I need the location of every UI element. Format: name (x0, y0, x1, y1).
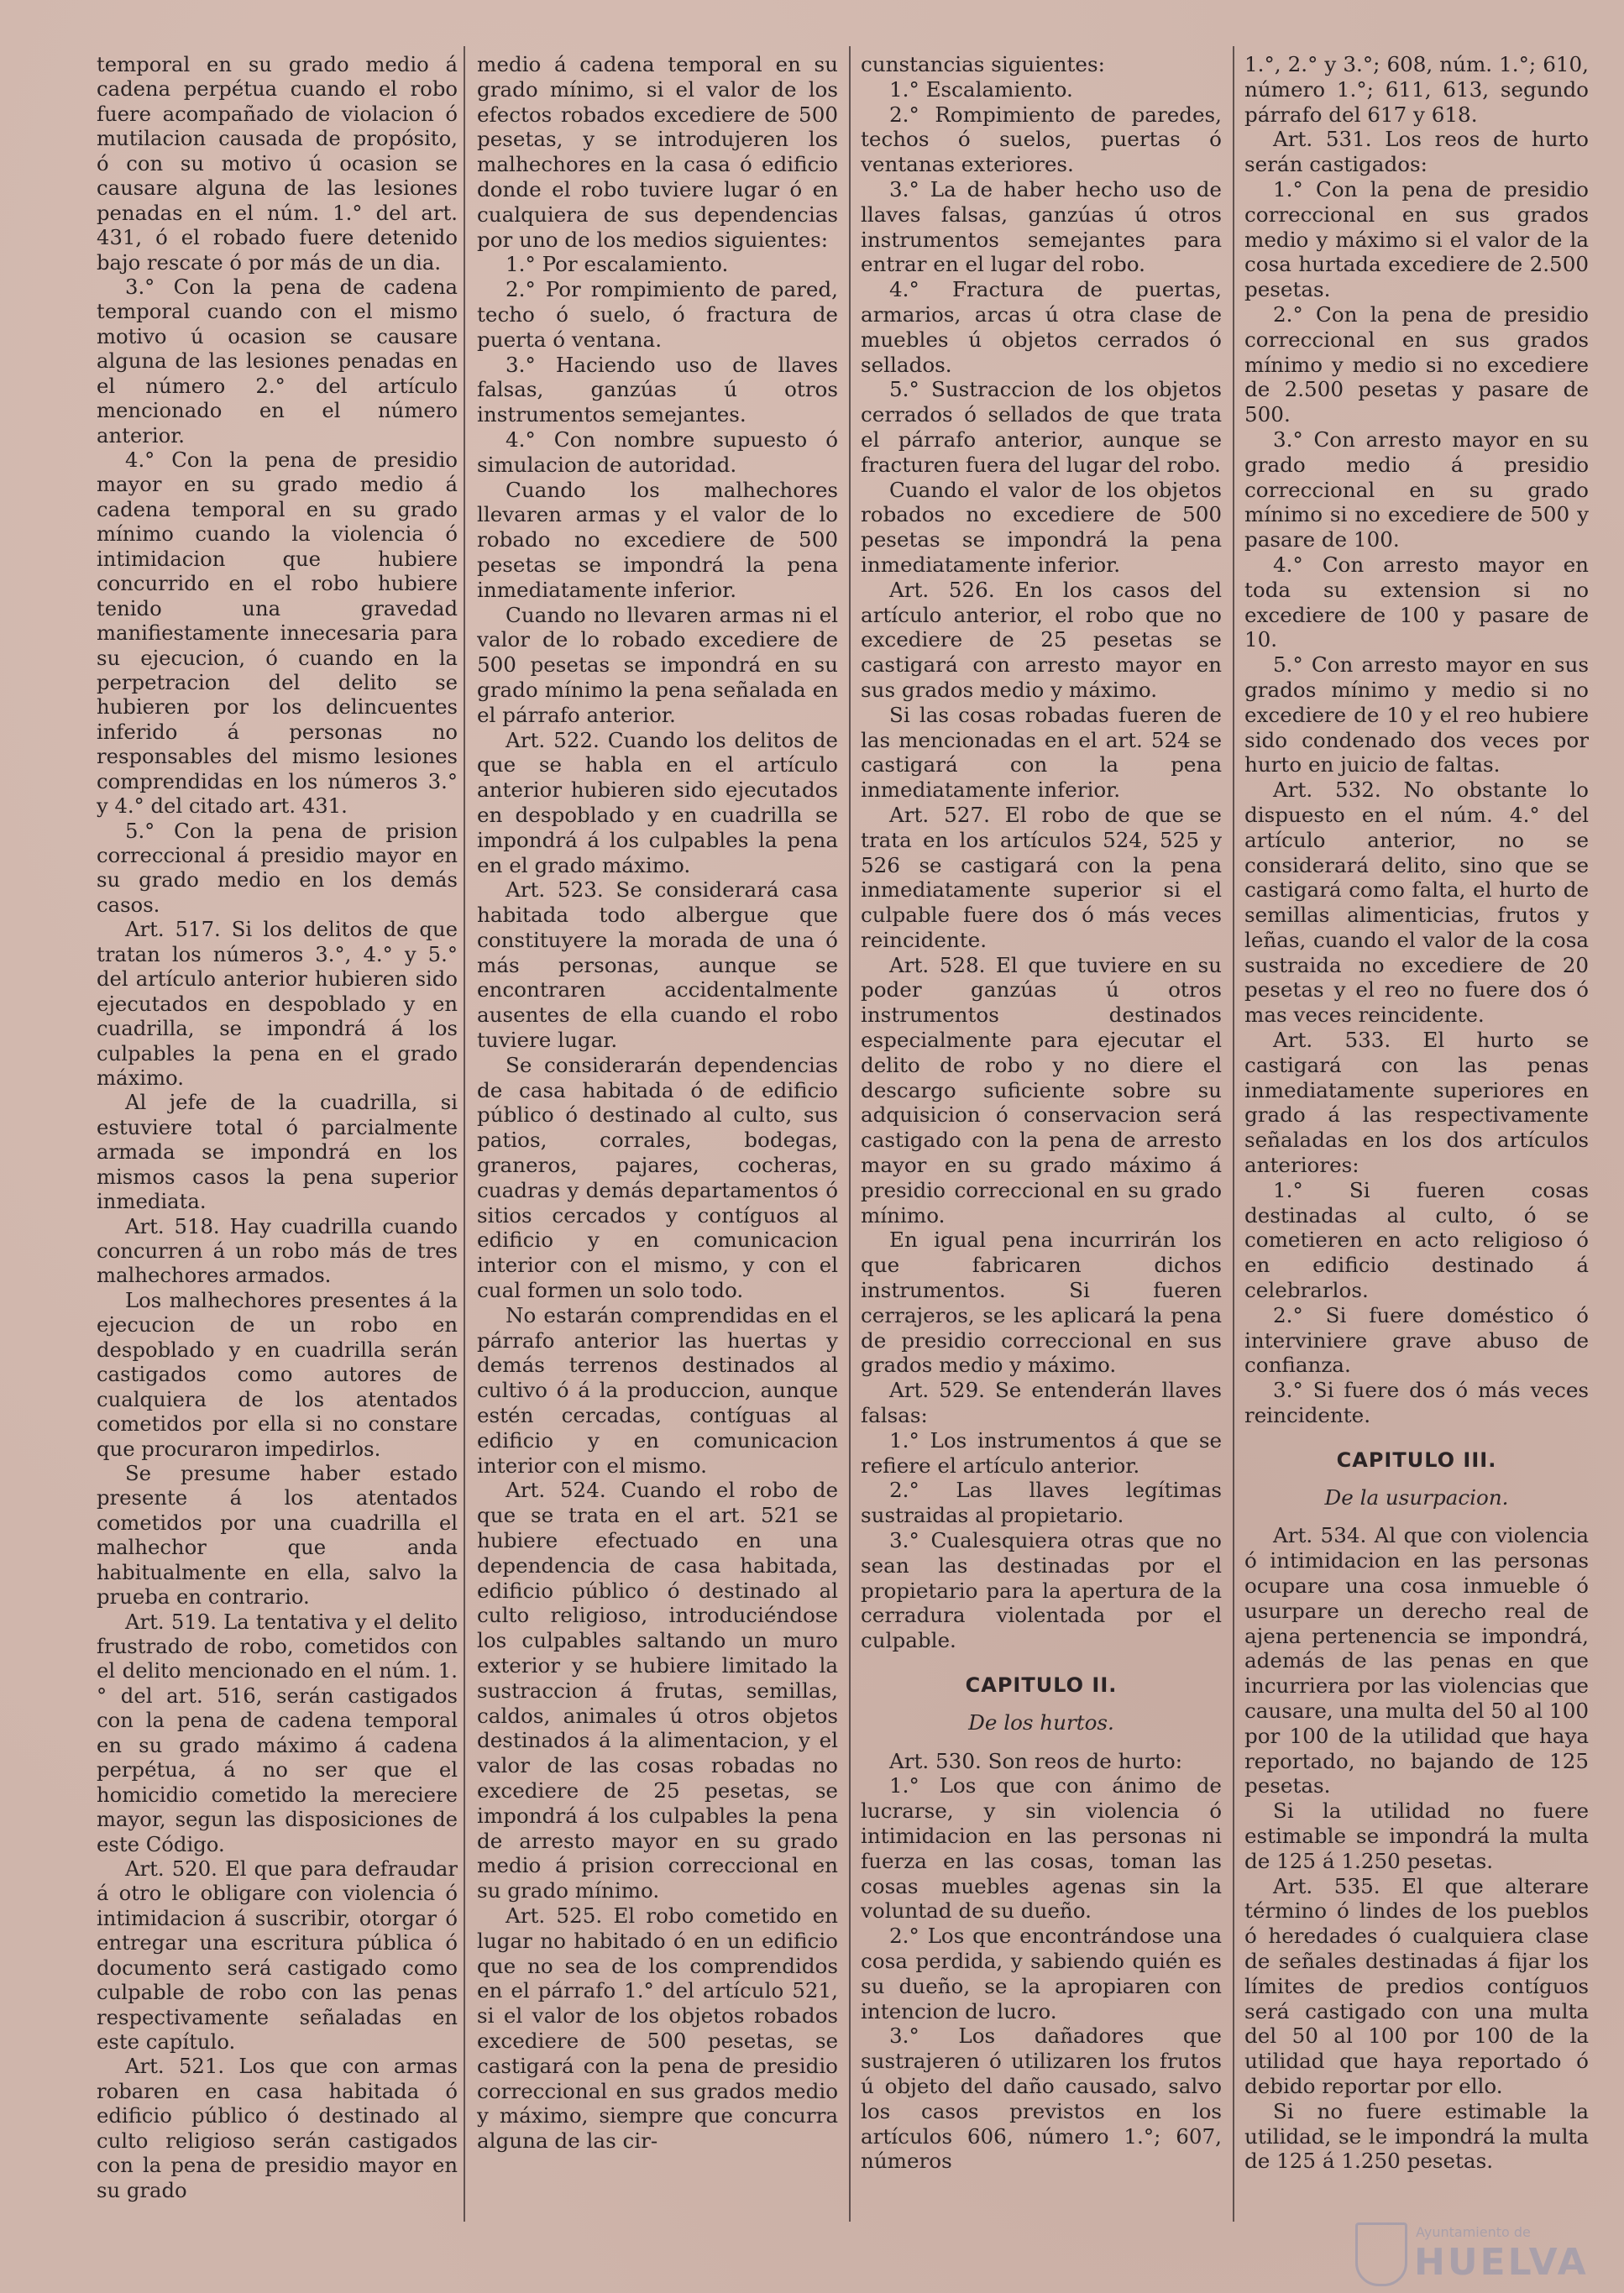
paragraph: Art. 521. Los que con armas robaren en casa habitada ó edificio público ó destinado al culto religioso serán castigados con la pena de presidio mayor en su grado (97, 2054, 458, 2202)
paragraph: medio á cadena temporal en su grado mínimo, si el valor de los efectos robados excediere de 500 pesetas, y se introdujeren los malhechores en la casa ó edificio donde el robo tuviere lugar ó en cualquiera de sus dependencias por uno de los medios siguientes: (477, 52, 838, 252)
paragraph: 3.° Con la pena de cadena temporal cuando con el mismo motivo ú ocasion se causare alguna de las lesiones penadas en el número 2.° del artículo mencionado en el número anterior. (97, 274, 458, 448)
paragraph: 2.° Por rompimiento de pared, techo ó suelo, ó fractura de puerta ó ventana. (477, 277, 838, 352)
paragraph: 3.° Con arresto mayor en su grado medio á presidio correccional en su grado mínimo si no excediere de 500 y pasare de 100. (1244, 427, 1589, 552)
paragraph: 5.° Sustraccion de los objetos cerrados ó sellados de que trata el párrafo anterior, aunque se fracturen fuera del lugar del robo. (861, 377, 1222, 477)
paragraph: 3.° Los dañadores que sustrajeren ó utilizaren los frutos ú objeto del daño causado, salvo los casos previstos en los artículos 606, número 1.°; 607, números (861, 2023, 1222, 2174)
column-rule (849, 46, 851, 2222)
paragraph: 1.°, 2.° y 3.°; 608, núm. 1.°; 610, número 1.°; 611, 613, segundo párrafo del 617 y 618. (1244, 52, 1589, 127)
paragraph: Art. 529. Se entenderán llaves falsas: (861, 1378, 1222, 1428)
paragraph: 2.° Los que encontrándose una cosa perdida, y sabiendo quién es su dueño, se la apropiaren con intencion de lucro. (861, 1924, 1222, 2023)
paragraph: Art. 535. El que alterare término ó lindes de los pueblos ó heredades ó cualquiera clase de señales destinadas á fijar los límites de predios contíguos será castigado con una multa del 50 al 100 por 100 de la utilidad que haya reportado ó debido reportar por ello. (1244, 1873, 1589, 2098)
paragraph: Art. 526. En los casos del artículo anterior, el robo que no excediere de 25 pesetas se castigará con arresto mayor en sus grados medio y máximo. (861, 577, 1222, 702)
paragraph: Si no fuere estimable la utilidad, se le impondrá la multa de 125 á 1.250 pesetas. (1244, 2098, 1589, 2174)
paragraph: cunstancias siguientes: (861, 52, 1105, 76)
watermark-line1: Ayuntamiento de (1416, 2224, 1531, 2240)
paragraph: 4.° Con la pena de presidio mayor en su grado medio á cadena temporal en su grado mínimo cuando la violencia ó intimidacion que hubiere concurrido en el robo hubiere tenido una gravedad manifiestamente innecesaria para su ejecucion, ó cuando en la perpetracion del delito se hubieren por los delincuentes inferido á personas no responsables del mismo lesiones comprendidas en los números 3.° y 4.° del citado art. 431. (97, 448, 458, 819)
paragraph: Art. 520. El que para defraudar á otro le obligare con violencia ó intimidacion á suscribir, otorgar ó entregar una escritura pública ó documento será castigado como culpable de robo con las penas respectivamente señaladas en este capítulo. (97, 1856, 458, 2054)
paragraph: 1.° Escalamiento. (889, 76, 1073, 102)
paragraph: temporal en su grado medio á cadena perpétua cuando el robo fuere acompañado de violacion ó mutilacion causada de propósito, ó con su motivo ú ocasion se causare alguna de las lesiones penadas en el núm. 1.° del art. 431, ó el robado fuere detenido bajo rescate ó por más de un dia. (97, 52, 458, 275)
paragraph: Art. 528. El que tuviere en su poder ganzúas ú otros instrumentos destinados especialmente para ejecutar el delito de robo y no diere el descargo suficiente sobre su adquisicion ó conservacion será castigado con la pena de arresto mayor en su grado máximo á presidio correccional en su grado mínimo. (861, 952, 1222, 1228)
text-column-2 (477, 52, 838, 2227)
paragraph: Si la utilidad no fuere estimable se impondrá la multa de 125 á 1.250 pesetas. (1244, 1798, 1589, 1873)
paragraph: Art. 522. Cuando los delitos de que se habla en el artículo anterior hubieren sido ejecutados en despoblado y en cuadrilla se impondrá á los culpables la pena en el grado máximo. (477, 727, 838, 877)
paragraph: 2.° Si fuere doméstico ó interviniere grave abuso de confianza. (1244, 1302, 1589, 1378)
paragraph: 5.° Con la pena de prision correccional á presidio mayor en su grado medio en los demás casos. (97, 818, 458, 917)
paragraph: Al jefe de la cuadrilla, si estuviere total ó parcialmente armada se impondrá en los mismos casos la pena superior inmediata. (97, 1090, 458, 1214)
paragraph: Art. 517. Si los delitos de que tratan los números 3.°, 4.° y 5.° del artículo anterior hubieren sido ejecutados en despoblado y en cuadrilla, se impondrá á los culpables la pena en el grado máximo. (97, 917, 458, 1090)
paragraph: Art. 523. Se considerará casa habitada todo albergue que constituyere la morada de una ó más personas, aunque se encontraren accidentalmente ausentes de ella cuando el robo tuviere lugar. (477, 877, 838, 1053)
paragraph: 1.° Si fueren cosas destinadas al culto, ó se cometieren en acto religioso ó en edificio destinado á celebrarlos. (1244, 1177, 1589, 1303)
paragraph: Art. 532. No obstante lo dispuesto en el núm. 4.° del artículo anterior, no se considerará delito, sino que se castigará como falta, el hurto de semillas alimenticias, frutos y leñas, cuando el valor de la cosa sustraida no excediere de 20 pesetas y el reo no fuere dos ó mas veces reincidente. (1244, 777, 1589, 1028)
paragraph: Art. 530. Son reos de hurto: (889, 1748, 1183, 1773)
paragraph: 2.° Las llaves legítimas sustraidas al propietario. (861, 1478, 1222, 1528)
paragraph: 3.° Cualesquiera otras que no sean las destinadas por el propietario para la apertura de la cerradura violentada por el culpable. (861, 1528, 1222, 1653)
city-crest-icon (1355, 2222, 1407, 2286)
paragraph: Art. 524. Cuando el robo de que se trata en el art. 521 se hubiere efectuado en una dependencia de casa habitada, edificio público ó destinado al culto religioso, introduciéndose los culpables saltando un muro exterior y se hubiere limitado la sustraccion á frutas, semillas, caldos, animales ú otros objetos destinados á la alimentacion, y el valor de las cosas robadas no excediere de 25 pesetas, se impondrá á los culpables la pena de arresto mayor en su grado medio á prision correccional en su grado mínimo. (477, 1478, 838, 1903)
paragraph: 1.° Los que con ánimo de lucrarse, y sin violencia ó intimidacion en las personas ni fuerza en las cosas, toman las cosas muebles agenas sin la voluntad de su dueño. (861, 1773, 1222, 1924)
paragraph: 3.° Haciendo uso de llaves falsas, ganzúas ú otros instrumentos semejantes. (477, 352, 838, 427)
paragraph: 1.° Los instrumentos á que se refiere el artículo anterior. (861, 1427, 1222, 1478)
paragraph: Se presume haber estado presente á los atentados cometidos por una cuadrilla el malhechor que anda habitualmente en ella, salvo la prueba en contrario. (97, 1460, 458, 1610)
paragraph: 1.° Por escalamiento. (506, 252, 729, 277)
paragraph: Cuando el valor de los objetos robados no excediere de 500 pesetas se impondrá la pena inmediatamente inferior. (861, 477, 1222, 577)
text-column-1 (97, 52, 458, 2227)
paragraph: 4.° Fractura de puertas, armarios, arcas ú otra clase de muebles ú objetos cerrados ó sellados. (861, 277, 1222, 377)
paragraph: 5.° Con arresto mayor en sus grados mínimo y medio si no excediere de 10 y el reo hubiere sido condenado dos veces por hurto en juicio de faltas. (1244, 652, 1589, 777)
paragraph: Art. 525. El robo cometido en lugar no habitado ó en un edificio que no sea de los comprendidos en el párrafo 1.° del artículo 521, si el valor de los objetos robados excediere de 500 pesetas, se castigará con la pena de presidio correccional en sus grados medio y máximo, siempre que concurra alguna de las cir- (477, 1903, 838, 2154)
paragraph: 3.° La de haber hecho uso de llaves falsas, ganzúas ú otros instrumentos semejantes para entrar en el lugar del robo. (861, 176, 1222, 277)
watermark-line2: HUELVA (1414, 2241, 1589, 2284)
paragraph: Art. 533. El hurto se castigará con las penas inmediatamente superiores en grado á las respectivamente señaladas en los dos artículos anteriores: (1244, 1028, 1589, 1178)
paragraph: No estarán comprendidas en el párrafo anterior las huertas y demás terrenos destinados al cultivo ó á la produccion, aunque estén cercadas, contíguas al edificio y en comunicacion interior con el mismo. (477, 1302, 838, 1478)
column-rule (464, 46, 465, 2222)
paragraph: Art. 519. La tentativa y el delito frustrado de robo, cometidos con el delito mencionado en el núm. 1.° del art. 516, serán castigados con la pena de cadena temporal en su grado máximo á cadena perpétua, á no ser que el homicidio cometido la mereciere mayor, segun las disposiciones de este Código. (97, 1609, 458, 1856)
paragraph: Si las cosas robadas fueren de las mencionadas en el art. 524 se castigará con la pena inmediatamente inferior. (861, 702, 1222, 803)
paragraph: 1.° Con la pena de presidio correccional en sus grados medio y máximo si el valor de la cosa hurtada excediere de 2.500 pesetas. (1244, 176, 1589, 302)
paragraph: Art. 527. El robo de que se trata en los artículos 524, 525 y 526 se castigará con la pena inmediatamente superior si el culpable fuere dos ó más veces reincidente. (861, 802, 1222, 952)
text-column-4 (1244, 52, 1589, 2210)
paragraph: 2.° Con la pena de presidio correccional en sus grados mínimo y medio si no excediere de 2.500 pesetas y pasare de 500. (1244, 301, 1589, 427)
paragraph: 2.° Rompimiento de paredes, techos ó suelos, puertas ó ventanas exteriores. (861, 102, 1222, 177)
column-rule (1233, 46, 1234, 2222)
paragraph: Art. 531. Los reos de hurto serán castigados: (1244, 127, 1589, 177)
text-column-3 (861, 52, 1222, 2227)
paragraph: Cuando los malhechores llevaren armas y el valor de lo robado no excediere de 500 pesetas se impondrá la pena inmediatamente inferior. (477, 477, 838, 602)
chapter-subheading: De los hurtos. (968, 1709, 1114, 1735)
paragraph: Art. 534. Al que con violencia ó intimidacion en las personas ocupare una cosa inmueble ó usurpare un derecho real de ajena pertenencia se impondrá, además de las penas en que incurriera por las violencias que causare, una multa del 50 al 100 por 100 de la utilidad que haya reportado, no bajando de 125 pesetas. (1244, 1523, 1589, 1798)
archive-watermark (1355, 2217, 1599, 2285)
paragraph: En igual pena incurrirán los que fabricaren dichos instrumentos. Si fueren cerrajeros, se les aplicará la pena de presidio correccional en sus grados medio y máximo. (861, 1228, 1222, 1378)
paragraph: Los malhechores presentes á la ejecucion de un robo en despoblado y en cuadrilla serán castigados como autores de cualquiera de los atentados cometidos por ella si no constare que procuraron impedirlos. (97, 1287, 458, 1461)
paragraph: Art. 518. Hay cuadrilla cuando concurren á un robo más de tres malhechores armados. (97, 1213, 458, 1288)
chapter-heading: CAPITULO III. (1336, 1448, 1497, 1472)
chapter-subheading: De la usurpacion. (1324, 1484, 1509, 1510)
paragraph: 3.° Si fuere dos ó más veces reincidente. (1244, 1378, 1589, 1428)
paragraph: 4.° Con arresto mayor en toda su extension si no excediere de 100 y pasare de 10. (1244, 552, 1589, 652)
chapter-heading: CAPITULO II. (965, 1673, 1118, 1697)
paragraph: 4.° Con nombre supuesto ó simulacion de autoridad. (477, 427, 838, 477)
paragraph: Se considerarán dependencias de casa habitada ó de edificio público ó destinado al culto, sus patios, corrales, bodegas, graneros, pajares, cocheras, cuadras y demás departamentos ó sitios cercados y contíguos al edificio y en comunicacion interior con el mismo, y con el cual formen un solo todo. (477, 1052, 838, 1303)
paragraph: Cuando no llevaren armas ni el valor de lo robado excediere de 500 pesetas se impondrá en su grado mínimo la pena señalada en el párrafo anterior. (477, 602, 838, 727)
